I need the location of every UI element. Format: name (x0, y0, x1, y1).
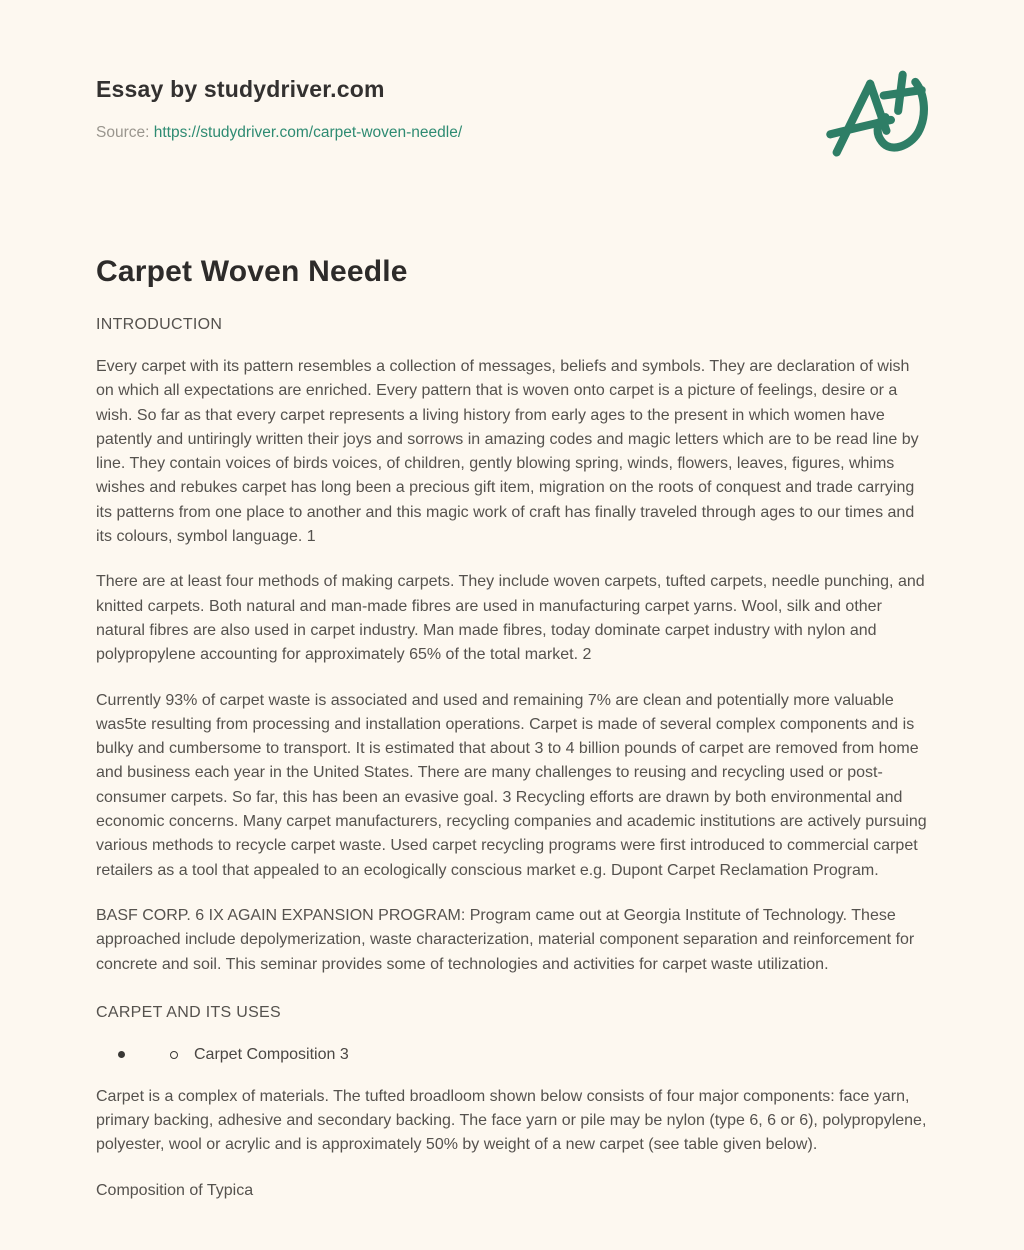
paragraph-6-truncated: Composition of Typica (96, 1181, 254, 1199)
paragraph-3: Currently 93% of carpet waste is associated and used and remaining 7% are clean and potentially more valuable was5te resulting from processing and installation operations. Carpet is made of several complex components and is bulky and cumbersome to transport. It is estimated that about 3 to 4 billion pounds of carpet are removed from home and business each year in the United States. There are many challenges to reusing and recycling used or post-consumer carpets. So far, this has been an evasive goal. 3 Recycling efforts are drawn by both environmental and economic concerns. Many carpet manufacturers, recycling companies and academic institutions are actively pursuing various methods to recycle carpet waste. Used carpet recycling programs were first introduced to commercial carpet retailers as a tool that appealed to an ecologically conscious market e.g. Dupont Carpet Reclamation Program. (96, 691, 927, 879)
list-item-label: Carpet Composition 3 (194, 1045, 349, 1063)
studydriver-a-plus-logo-icon (824, 68, 928, 170)
page-title: Essay by studydriver.com (96, 76, 385, 102)
paragraph-1: Every carpet with its pattern resembles a collection of messages, beliefs and symbols. They are declaration of wish on which all expectations are enriched. Every pattern that is woven onto carpet is a picture of feelings, desire or a wish. So far as that every carpet represents a living history from early ages to the present in which women have patently and untiringly written their joys and sorrows in amazing codes and magic letters which are to be read line by line. They contain voices of birds voices, of children, gently blowing spring, winds, flowers, leaves, figures, whims wishes and rebukes carpet has long been a precious gift item, migration on the roots of conquest and trade carrying its patterns from one place to another and this magic work of craft has finally traveled through ages to our times and its colours, symbol language. 1 (96, 358, 919, 546)
paragraph-2: There are at least four methods of making carpets. They include woven carpets, tufted carpets, needle punching, and knitted carpets. Both natural and man-made fibres are used in manufacturing carpet yarns. Wool, silk and other natural fibres are also used in carpet industry. Man made fibres, today dominate carpet industry with nylon and polypropylene accounting for approximately 65% of the total market. 2 (96, 573, 925, 664)
source-link[interactable]: https://studydriver.com/carpet-woven-needle/ (153, 124, 463, 141)
paragraph-4: BASF CORP. 6 IX AGAIN EXPANSION PROGRAM: Program came out at Georgia Institute of Technology. These approached include depolymerization, waste characterization, material component separation and reinforcement for concrete and soil. This seminar provides some of technologies and activities for carpet waste utilization. (96, 906, 915, 973)
source-label: Source: (96, 124, 150, 141)
section-heading-introduction: INTRODUCTION (96, 316, 223, 333)
article-body (96, 255, 928, 1203)
document-header (96, 0, 928, 142)
article-title: Carpet Woven Needle (96, 255, 408, 288)
list-item (96, 1046, 928, 1064)
bullet-dot-icon (118, 1051, 125, 1058)
source-line (96, 124, 928, 142)
section-heading-carpet-uses: CARPET AND ITS USES (96, 1003, 282, 1021)
paragraph-5: Carpet is a complex of materials. The tufted broadloom shown below consists of four major components: face yarn, primary backing, adhesive and secondary backing. The face yarn or pile may be nylon (type 6, 6 or 6), polypropylene, polyester, wool or acrylic and is approximately 50% by weight of a new carpet (see table given below). (96, 1087, 927, 1154)
carpet-uses-list (96, 1046, 928, 1064)
bullet-circle-icon (170, 1051, 178, 1059)
